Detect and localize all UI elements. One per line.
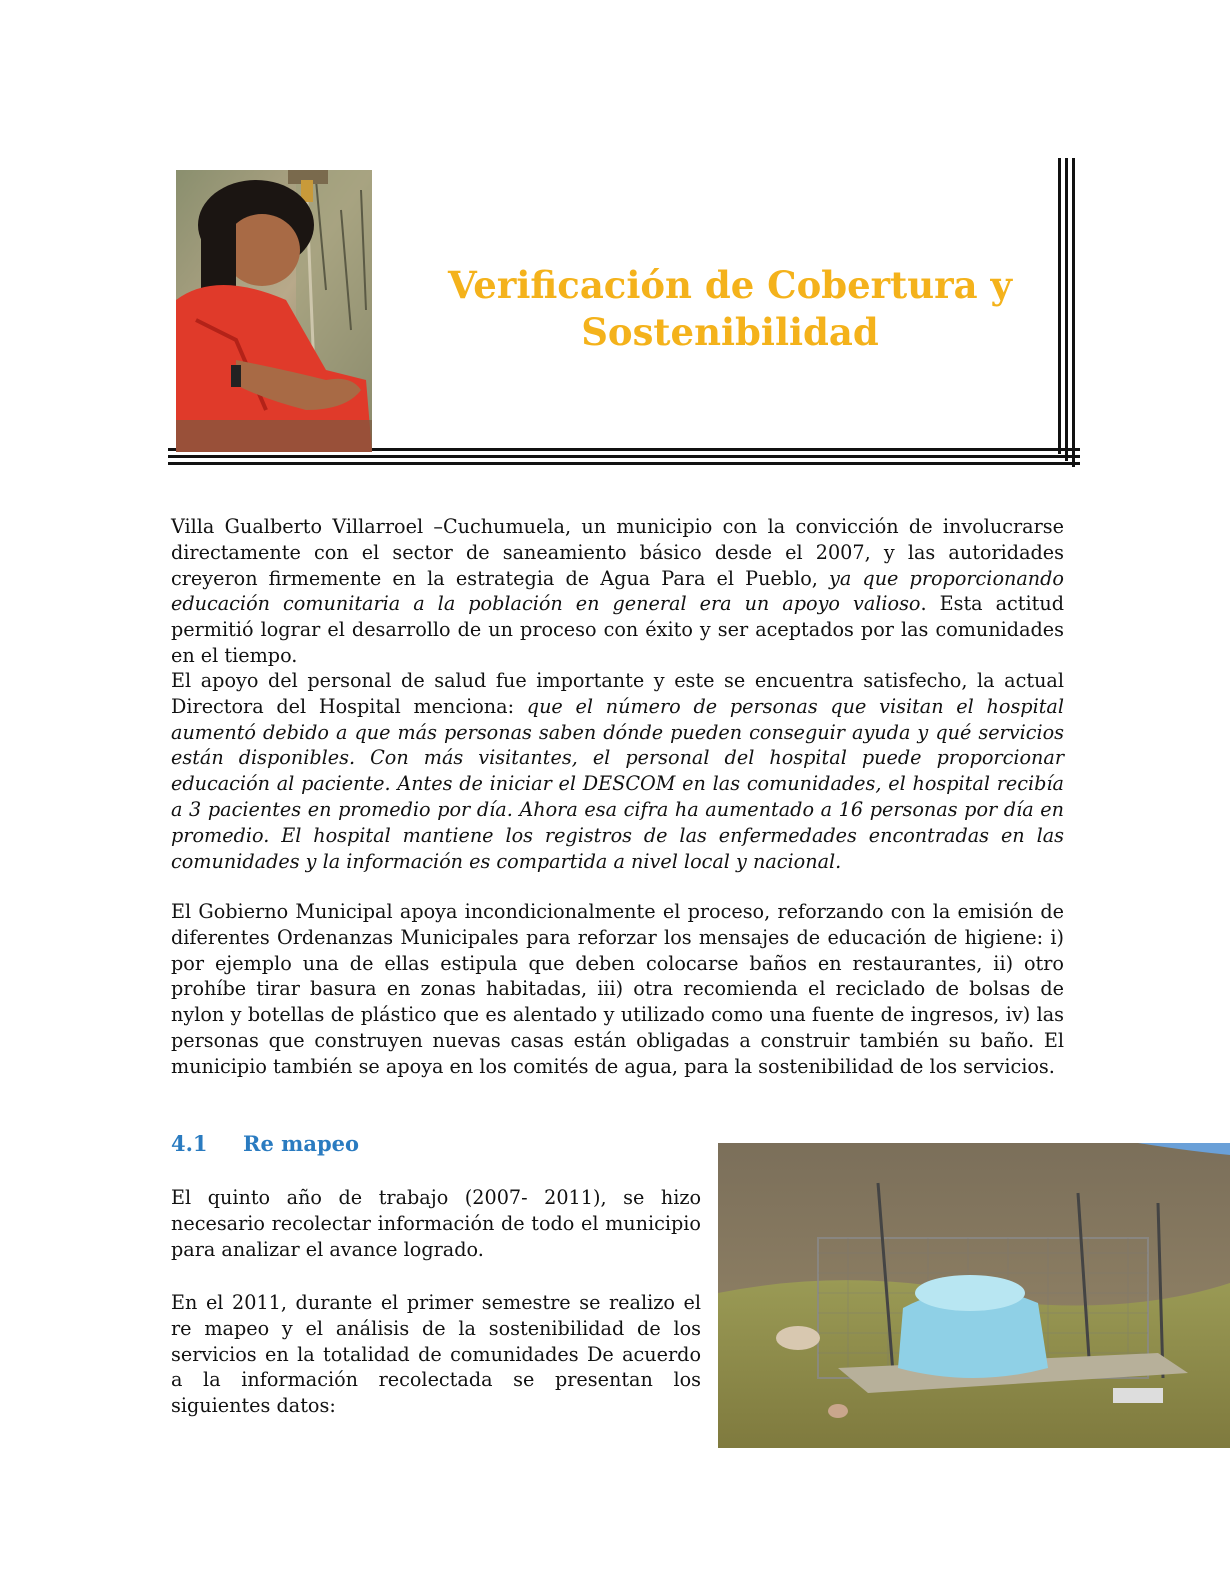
frame-line	[1065, 158, 1068, 461]
paragraph-text: . Esta actitud permitió lograr el desarrollo de un proceso con éxito y ser aceptados por las comunidades en el tiempo.	[171, 592, 1064, 667]
paragraph-municipal: El Gobierno Municipal apoya incondicionalmente el proceso, reforzando con la emisión de diferentes Ordenanzas Municipales para reforzar los mensajes de educación de higiene: i) por ejemplo una de ellas estipula que deben colocarse baños en restaurantes, ii) otro prohíbe tirar basura en zonas habitadas, iii) otra recomienda el reciclado de bolsas de nylon y botellas de plástico que es alentado y utilizado como una fuente de ingresos, iv) las personas que construyen nuevas casas están obligadas a construir también su baño. El municipio también se apoya en los comités de agua, para la sostenibilidad de los servicios.	[171, 900, 1064, 1078]
title-line-1: Verificación de Cobertura y	[447, 263, 1012, 307]
title-line-2: Sostenibilidad	[581, 310, 879, 354]
water-tank-photo	[718, 1143, 1230, 1448]
frame-line	[1058, 158, 1061, 454]
paragraph-text: El apoyo del personal de salud fue importante y este se encuentra satisfecho, la actual Directora del Hospital menciona:	[171, 669, 1064, 718]
paragraph-remapeo-1: El quinto año de trabajo (2007- 2011), se hizo necesario recolectar información de todo el municipio para analizar el avance logrado.	[171, 1186, 701, 1261]
frame-line	[168, 462, 1080, 465]
paragraph-health	[171, 668, 1064, 874]
girl-faucet-photo	[176, 170, 372, 452]
paragraph-remapeo-2: En el 2011, durante el primer semestre se realizo el re mapeo y el análisis de la sostenibilidad de los servicios en la totalidad de comunidades De acuerdo a la información recolectada se presentan los siguientes datos:	[171, 1291, 701, 1418]
paragraph-text: Villa Gualberto Villarroel –Cuchumuela, un municipio con la convicción de involucrarse directamente con el sector de saneamiento básico desde el 2007, y las autoridades creyeron firmemente en la estrategia de Agua Para el Pueblo,	[171, 515, 1064, 590]
paragraph-intro	[171, 514, 1064, 669]
section-title: Re mapeo	[243, 1131, 360, 1156]
paragraph-italic-text: que el número de personas que visitan el hospital aumentó debido a que más personas saben dónde pueden conseguir ayuda y qué servicios están disponibles. Con más visitantes, el personal del hospital puede proporcionar educación al paciente. Antes de iniciar el DESCOM en las comunidades, el hospital recibía a 3 pacientes en promedio por día. Ahora esa cifra ha aumentado a 16 personas por día en promedio. El hospital mantiene los registros de las enfermedades encontradas en las comunidades y la información es compartida a nivel local y nacional.	[171, 694, 1064, 873]
frame-line	[1072, 158, 1075, 467]
paragraph-italic-text: ya que proporcionando educación comunitaria a la población en general era un apoyo valioso	[171, 566, 1064, 616]
frame-line	[168, 455, 1080, 458]
section-number: 4.1	[171, 1131, 208, 1156]
page-title	[420, 262, 1040, 356]
section-heading	[171, 1131, 359, 1156]
